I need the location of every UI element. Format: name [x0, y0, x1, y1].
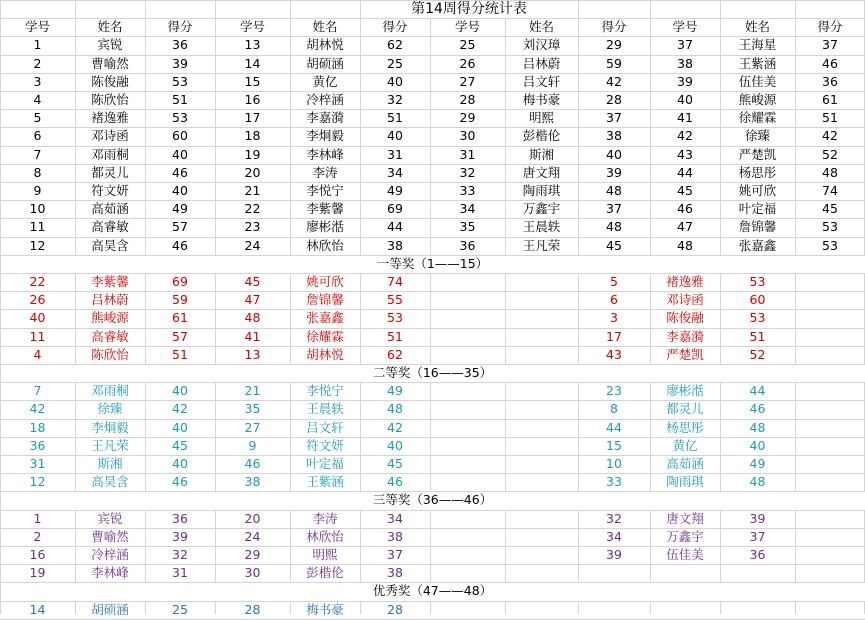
table-cell[interactable]: 74 [822, 183, 838, 198]
table-cell[interactable]: 廖彬湉 [306, 219, 344, 234]
column-header[interactable]: 得分 [382, 19, 408, 34]
table-cell[interactable]: 37 [606, 110, 622, 125]
award-cell[interactable]: 符文妍 [306, 438, 344, 453]
award-cell[interactable]: 李炯毅 [91, 420, 129, 435]
column-header[interactable]: 得分 [601, 19, 627, 34]
table-cell[interactable]: 25 [459, 37, 476, 52]
award-cell[interactable]: 3 [610, 310, 618, 325]
table-cell[interactable]: 宾锐 [97, 37, 123, 52]
award-section-label[interactable]: 一等奖（1——15） [376, 256, 489, 271]
column-header[interactable]: 得分 [167, 19, 193, 34]
award-cell[interactable]: 明熙 [312, 547, 338, 562]
table-cell[interactable]: 31 [459, 147, 476, 162]
award-cell[interactable]: 60 [749, 292, 766, 307]
award-cell[interactable]: 廖彬湉 [666, 383, 704, 398]
award-cell[interactable]: 53 [387, 310, 403, 325]
award-section-label[interactable]: 优秀奖（47——48） [372, 583, 493, 598]
table-cell[interactable]: 吕文轩 [522, 74, 561, 89]
award-cell[interactable]: 39 [749, 511, 766, 526]
table-cell[interactable]: 53 [172, 110, 188, 125]
award-cell[interactable]: 高睿敏 [91, 329, 129, 344]
award-cell[interactable]: 53 [749, 310, 766, 325]
table-cell[interactable]: 28 [606, 92, 622, 107]
award-cell[interactable]: 27 [244, 420, 261, 435]
award-cell[interactable]: 40 [172, 383, 188, 398]
award-cell[interactable]: 31 [172, 565, 188, 580]
award-cell[interactable]: 梅书豪 [306, 602, 344, 617]
award-cell[interactable]: 都灵儿 [666, 401, 704, 416]
table-cell[interactable]: 唐文翔 [522, 165, 561, 180]
award-cell[interactable]: 12 [29, 474, 46, 489]
table-cell[interactable]: 12 [29, 238, 46, 253]
award-cell[interactable]: 严楚凯 [666, 347, 704, 362]
table-cell[interactable]: 38 [606, 128, 622, 143]
table-cell[interactable]: 高睿敏 [91, 219, 129, 234]
award-cell[interactable]: 徐臻 [97, 401, 123, 416]
award-cell[interactable]: 冷梓涵 [91, 547, 129, 562]
award-cell[interactable]: 57 [172, 329, 188, 344]
award-cell[interactable]: 42 [387, 420, 403, 435]
award-cell[interactable]: 杨思彤 [666, 420, 704, 435]
table-cell[interactable]: 叶定福 [738, 201, 777, 216]
table-cell[interactable]: 高茹涵 [91, 201, 129, 216]
award-cell[interactable]: 42 [172, 401, 188, 416]
table-cell[interactable]: 30 [459, 128, 476, 143]
award-cell[interactable]: 46 [387, 474, 403, 489]
table-cell[interactable]: 28 [459, 92, 476, 107]
table-cell[interactable]: 胡林悦 [306, 37, 344, 52]
table-cell[interactable]: 34 [459, 201, 476, 216]
table-cell[interactable]: 52 [822, 147, 838, 162]
award-cell[interactable]: 9 [248, 438, 257, 453]
table-cell[interactable]: 32 [387, 92, 403, 107]
table-cell[interactable]: 37 [606, 201, 622, 216]
table-cell[interactable]: 刘汉璋 [522, 37, 561, 52]
award-cell[interactable]: 吕林蔚 [91, 292, 129, 307]
table-cell[interactable]: 李涛 [312, 165, 338, 180]
award-cell[interactable]: 11 [29, 329, 46, 344]
table-cell[interactable]: 3 [33, 74, 42, 89]
column-header[interactable]: 得分 [817, 19, 843, 34]
table-cell[interactable]: 31 [387, 147, 403, 162]
table-cell[interactable]: 彭楷伦 [522, 128, 561, 143]
table-cell[interactable]: 62 [387, 37, 403, 52]
table-cell[interactable]: 18 [244, 128, 261, 143]
award-cell[interactable]: 李涛 [312, 511, 338, 526]
award-cell[interactable]: 43 [606, 347, 622, 362]
award-cell[interactable]: 45 [172, 438, 188, 453]
award-cell[interactable]: 51 [749, 329, 766, 344]
award-cell[interactable]: 吕文轩 [306, 420, 344, 435]
table-cell[interactable]: 杨思彤 [738, 165, 777, 180]
award-cell[interactable]: 王紫涵 [306, 474, 344, 489]
table-cell[interactable]: 51 [822, 110, 838, 125]
table-cell[interactable]: 44 [387, 219, 403, 234]
table-cell[interactable]: 29 [459, 110, 476, 125]
table-cell[interactable]: 49 [387, 183, 403, 198]
award-cell[interactable]: 40 [29, 310, 46, 325]
award-cell[interactable]: 37 [387, 547, 403, 562]
award-cell[interactable]: 36 [172, 511, 188, 526]
table-cell[interactable]: 36 [459, 238, 476, 253]
award-cell[interactable]: 39 [606, 547, 622, 562]
table-cell[interactable]: 吕林蔚 [522, 56, 561, 71]
award-cell[interactable]: 53 [749, 274, 766, 289]
table-cell[interactable]: 24 [244, 238, 261, 253]
award-cell[interactable]: 黄亿 [672, 438, 698, 453]
table-cell[interactable]: 46 [822, 56, 838, 71]
table-cell[interactable]: 高昊含 [91, 238, 129, 253]
table-cell[interactable]: 姚可欣 [738, 183, 777, 198]
table-cell[interactable]: 37 [822, 37, 838, 52]
table-cell[interactable]: 39 [606, 165, 622, 180]
table-cell[interactable]: 36 [822, 74, 838, 89]
award-cell[interactable]: 69 [172, 274, 188, 289]
table-cell[interactable]: 53 [172, 74, 188, 89]
award-cell[interactable]: 34 [387, 511, 403, 526]
award-cell[interactable]: 40 [749, 438, 766, 453]
table-cell[interactable]: 明熙 [528, 110, 554, 125]
table-cell[interactable]: 5 [33, 110, 42, 125]
column-header[interactable]: 学号 [239, 19, 265, 34]
table-cell[interactable]: 黄亿 [312, 74, 338, 89]
award-cell[interactable]: 25 [172, 602, 188, 617]
sheet-title[interactable]: 第14周得分统计表 [411, 1, 527, 17]
award-cell[interactable]: 伍佳美 [666, 547, 704, 562]
award-cell[interactable]: 48 [749, 420, 766, 435]
table-cell[interactable]: 40 [172, 183, 188, 198]
award-cell[interactable]: 24 [244, 529, 261, 544]
table-cell[interactable]: 2 [33, 56, 42, 71]
table-cell[interactable]: 48 [606, 183, 622, 198]
award-cell[interactable]: 6 [610, 292, 618, 307]
award-cell[interactable]: 37 [749, 529, 766, 544]
award-cell[interactable]: 李紫馨 [91, 274, 129, 289]
award-cell[interactable]: 48 [749, 474, 766, 489]
table-cell[interactable]: 8 [33, 165, 42, 180]
award-cell[interactable]: 林欣怡 [306, 529, 344, 544]
table-cell[interactable]: 48 [677, 238, 693, 253]
award-cell[interactable]: 32 [606, 511, 622, 526]
table-cell[interactable]: 43 [677, 147, 693, 162]
table-cell[interactable]: 61 [822, 92, 838, 107]
award-cell[interactable]: 4 [33, 347, 42, 362]
table-cell[interactable]: 29 [606, 37, 622, 52]
award-cell[interactable]: 李嘉漪 [666, 329, 704, 344]
table-cell[interactable]: 32 [459, 165, 476, 180]
table-cell[interactable]: 40 [677, 92, 693, 107]
table-cell[interactable]: 40 [606, 147, 622, 162]
award-cell[interactable]: 51 [172, 347, 188, 362]
table-cell[interactable]: 38 [387, 238, 403, 253]
award-cell[interactable]: 21 [244, 383, 261, 398]
table-cell[interactable]: 45 [822, 201, 838, 216]
award-cell[interactable]: 61 [172, 310, 188, 325]
award-cell[interactable]: 5 [610, 274, 618, 289]
award-cell[interactable]: 48 [387, 401, 403, 416]
award-cell[interactable]: 高茹涵 [666, 456, 704, 471]
award-cell[interactable]: 33 [606, 474, 622, 489]
table-cell[interactable]: 41 [677, 110, 693, 125]
award-cell[interactable]: 32 [172, 547, 188, 562]
table-cell[interactable]: 23 [244, 219, 261, 234]
award-cell[interactable]: 59 [172, 292, 188, 307]
award-cell[interactable]: 李悦宁 [306, 383, 344, 398]
table-cell[interactable]: 42 [606, 74, 622, 89]
award-cell[interactable]: 38 [387, 565, 403, 580]
table-cell[interactable]: 熊峻源 [738, 92, 777, 107]
award-cell[interactable]: 姚可欣 [306, 274, 344, 289]
table-cell[interactable]: 48 [822, 165, 838, 180]
table-cell[interactable]: 徐臻 [744, 128, 770, 143]
table-cell[interactable]: 60 [172, 128, 188, 143]
table-cell[interactable]: 51 [387, 110, 403, 125]
award-cell[interactable]: 51 [387, 329, 403, 344]
table-cell[interactable]: 王凡荣 [522, 238, 561, 253]
award-cell[interactable]: 17 [606, 329, 622, 344]
award-cell[interactable]: 23 [606, 383, 622, 398]
award-cell[interactable]: 29 [244, 547, 261, 562]
column-header[interactable]: 学号 [24, 19, 50, 34]
table-cell[interactable]: 王海星 [738, 37, 777, 52]
table-cell[interactable]: 36 [172, 37, 188, 52]
award-cell[interactable]: 49 [387, 383, 403, 398]
table-cell[interactable]: 20 [244, 165, 261, 180]
award-cell[interactable]: 彭楷伦 [306, 565, 344, 580]
column-header[interactable]: 姓名 [744, 19, 770, 34]
award-cell[interactable]: 45 [244, 274, 261, 289]
table-cell[interactable]: 48 [606, 219, 622, 234]
table-cell[interactable]: 6 [33, 128, 42, 143]
table-cell[interactable]: 47 [677, 219, 693, 234]
table-cell[interactable]: 梅书豪 [522, 92, 561, 107]
table-cell[interactable]: 40 [172, 147, 188, 162]
column-header[interactable]: 姓名 [97, 19, 123, 34]
award-cell[interactable]: 褚逸雅 [666, 274, 704, 289]
table-cell[interactable]: 45 [606, 238, 622, 253]
award-cell[interactable]: 2 [33, 529, 42, 544]
award-cell[interactable]: 38 [244, 474, 261, 489]
table-cell[interactable]: 李嘉漪 [306, 110, 344, 125]
table-cell[interactable]: 王晨轶 [522, 219, 561, 234]
table-cell[interactable]: 李悦宁 [306, 183, 344, 198]
table-cell[interactable]: 21 [244, 183, 261, 198]
table-cell[interactable]: 徐耀霖 [738, 110, 777, 125]
table-cell[interactable]: 14 [244, 56, 261, 71]
table-cell[interactable]: 35 [459, 219, 476, 234]
table-cell[interactable]: 22 [244, 201, 261, 216]
table-cell[interactable]: 7 [33, 147, 42, 162]
table-cell[interactable]: 陈欣怡 [91, 92, 129, 107]
award-cell[interactable]: 20 [244, 511, 261, 526]
award-cell[interactable]: 熊峻源 [91, 310, 129, 325]
table-cell[interactable]: 46 [172, 238, 188, 253]
award-cell[interactable]: 30 [244, 565, 261, 580]
table-cell[interactable]: 陶雨琪 [522, 183, 561, 198]
award-cell[interactable]: 36 [749, 547, 766, 562]
table-cell[interactable]: 万鑫宇 [522, 201, 561, 216]
table-cell[interactable]: 51 [172, 92, 188, 107]
table-cell[interactable]: 59 [606, 56, 622, 71]
table-cell[interactable]: 严楚凯 [738, 147, 777, 162]
award-cell[interactable]: 31 [29, 456, 46, 471]
table-cell[interactable]: 44 [677, 165, 693, 180]
award-cell[interactable]: 47 [244, 292, 261, 307]
award-cell[interactable]: 14 [29, 602, 46, 617]
award-cell[interactable]: 邓诗函 [666, 292, 704, 307]
award-cell[interactable]: 胡硕涵 [91, 602, 129, 617]
award-cell[interactable]: 28 [387, 602, 403, 617]
table-cell[interactable]: 69 [387, 201, 403, 216]
table-cell[interactable]: 林欣怡 [306, 238, 344, 253]
award-cell[interactable]: 42 [29, 401, 46, 416]
table-cell[interactable]: 42 [822, 128, 838, 143]
award-cell[interactable]: 38 [387, 529, 403, 544]
award-cell[interactable]: 1 [33, 511, 42, 526]
table-cell[interactable]: 39 [172, 56, 188, 71]
award-cell[interactable]: 叶定福 [306, 456, 344, 471]
award-cell[interactable]: 7 [33, 383, 42, 398]
award-cell[interactable]: 35 [244, 401, 261, 416]
award-cell[interactable]: 10 [606, 456, 622, 471]
table-cell[interactable]: 胡硕涵 [306, 56, 344, 71]
table-cell[interactable]: 李炯毅 [306, 128, 344, 143]
award-cell[interactable]: 16 [29, 547, 46, 562]
award-cell[interactable]: 8 [610, 401, 618, 416]
table-cell[interactable]: 符文妍 [91, 183, 129, 198]
table-cell[interactable]: 1 [33, 37, 42, 52]
award-cell[interactable]: 万鑫宇 [666, 529, 704, 544]
award-cell[interactable]: 39 [172, 529, 188, 544]
table-cell[interactable]: 53 [822, 238, 838, 253]
award-cell[interactable]: 74 [387, 274, 403, 289]
award-cell[interactable]: 陈欣怡 [91, 347, 129, 362]
award-cell[interactable]: 26 [29, 292, 46, 307]
award-cell[interactable]: 宾锐 [97, 511, 123, 526]
column-header[interactable]: 姓名 [312, 19, 338, 34]
award-cell[interactable]: 19 [29, 565, 46, 580]
award-cell[interactable]: 陶雨琪 [666, 474, 704, 489]
award-cell[interactable]: 15 [606, 438, 622, 453]
table-cell[interactable]: 冷梓涵 [306, 92, 344, 107]
award-section-label[interactable]: 二等奖（16——35） [372, 365, 493, 380]
table-cell[interactable]: 46 [677, 201, 693, 216]
award-cell[interactable]: 40 [387, 438, 403, 453]
award-section-label[interactable]: 三等奖（36——46） [372, 492, 493, 507]
table-cell[interactable]: 19 [244, 147, 261, 162]
table-cell[interactable]: 褚逸雅 [91, 110, 129, 125]
table-cell[interactable]: 9 [33, 183, 42, 198]
table-cell[interactable]: 26 [459, 56, 476, 71]
table-cell[interactable]: 40 [387, 74, 403, 89]
column-header[interactable]: 学号 [454, 19, 480, 34]
table-cell[interactable]: 40 [387, 128, 403, 143]
table-cell[interactable]: 王紫涵 [738, 56, 777, 71]
award-cell[interactable]: 18 [29, 420, 46, 435]
table-cell[interactable]: 37 [677, 37, 693, 52]
table-cell[interactable]: 42 [677, 128, 693, 143]
table-cell[interactable]: 33 [459, 183, 476, 198]
table-cell[interactable]: 邓雨桐 [91, 147, 129, 162]
table-cell[interactable]: 46 [172, 165, 188, 180]
table-cell[interactable]: 詹锦馨 [738, 219, 777, 234]
award-cell[interactable]: 40 [172, 420, 188, 435]
table-cell[interactable]: 陈俊融 [91, 74, 129, 89]
award-cell[interactable]: 胡林悦 [306, 347, 344, 362]
award-cell[interactable]: 34 [606, 529, 622, 544]
table-cell[interactable]: 李林峰 [306, 147, 344, 162]
award-cell[interactable]: 邓雨桐 [91, 383, 129, 398]
award-cell[interactable]: 45 [387, 456, 403, 471]
table-cell[interactable]: 曹喻然 [91, 56, 129, 71]
table-cell[interactable]: 49 [172, 201, 188, 216]
table-cell[interactable]: 邓诗函 [91, 128, 129, 143]
award-cell[interactable]: 唐文翔 [666, 511, 704, 526]
award-cell[interactable]: 李林峰 [91, 565, 129, 580]
award-cell[interactable]: 52 [749, 347, 766, 362]
award-cell[interactable]: 詹锦馨 [306, 292, 344, 307]
table-cell[interactable]: 38 [677, 56, 693, 71]
table-cell[interactable]: 34 [387, 165, 403, 180]
award-cell[interactable]: 13 [244, 347, 261, 362]
award-cell[interactable]: 高昊含 [91, 474, 129, 489]
table-cell[interactable]: 16 [244, 92, 261, 107]
table-cell[interactable]: 17 [244, 110, 261, 125]
award-cell[interactable]: 41 [244, 329, 261, 344]
award-cell[interactable]: 44 [749, 383, 766, 398]
award-cell[interactable]: 40 [172, 456, 188, 471]
award-cell[interactable]: 斯湘 [97, 456, 123, 471]
table-cell[interactable]: 15 [244, 74, 261, 89]
table-cell[interactable]: 张嘉鑫 [738, 238, 777, 253]
table-cell[interactable]: 27 [459, 74, 476, 89]
table-cell[interactable]: 斯湘 [528, 147, 554, 162]
award-cell[interactable]: 曹喻然 [91, 529, 129, 544]
award-cell[interactable]: 44 [606, 420, 622, 435]
table-cell[interactable]: 10 [29, 201, 46, 216]
award-cell[interactable]: 46 [172, 474, 188, 489]
award-cell[interactable]: 55 [387, 292, 403, 307]
table-cell[interactable]: 45 [677, 183, 693, 198]
award-cell[interactable]: 62 [387, 347, 403, 362]
award-cell[interactable]: 48 [244, 310, 261, 325]
award-cell[interactable]: 徐耀霖 [306, 329, 344, 344]
award-cell[interactable]: 46 [244, 456, 261, 471]
award-cell[interactable]: 28 [244, 602, 261, 617]
award-cell[interactable]: 46 [749, 401, 766, 416]
award-cell[interactable]: 49 [749, 456, 766, 471]
award-cell[interactable]: 陈俊融 [666, 310, 704, 325]
table-cell[interactable]: 39 [677, 74, 693, 89]
table-cell[interactable]: 25 [387, 56, 403, 71]
table-cell[interactable]: 李紫馨 [306, 201, 344, 216]
table-cell[interactable]: 伍佳美 [738, 74, 777, 89]
table-cell[interactable]: 11 [29, 219, 46, 234]
table-cell[interactable]: 57 [172, 219, 188, 234]
table-cell[interactable]: 4 [33, 92, 42, 107]
award-cell[interactable]: 22 [29, 274, 46, 289]
award-cell[interactable]: 36 [29, 438, 46, 453]
table-cell[interactable]: 53 [822, 219, 838, 234]
award-cell[interactable]: 张嘉鑫 [306, 310, 344, 325]
table-cell[interactable]: 13 [244, 37, 261, 52]
table-cell[interactable]: 都灵儿 [91, 165, 129, 180]
column-header[interactable]: 姓名 [528, 19, 554, 34]
award-cell[interactable]: 王凡荣 [91, 438, 129, 453]
award-cell[interactable]: 王晨轶 [306, 401, 344, 416]
column-header[interactable]: 学号 [672, 19, 698, 34]
